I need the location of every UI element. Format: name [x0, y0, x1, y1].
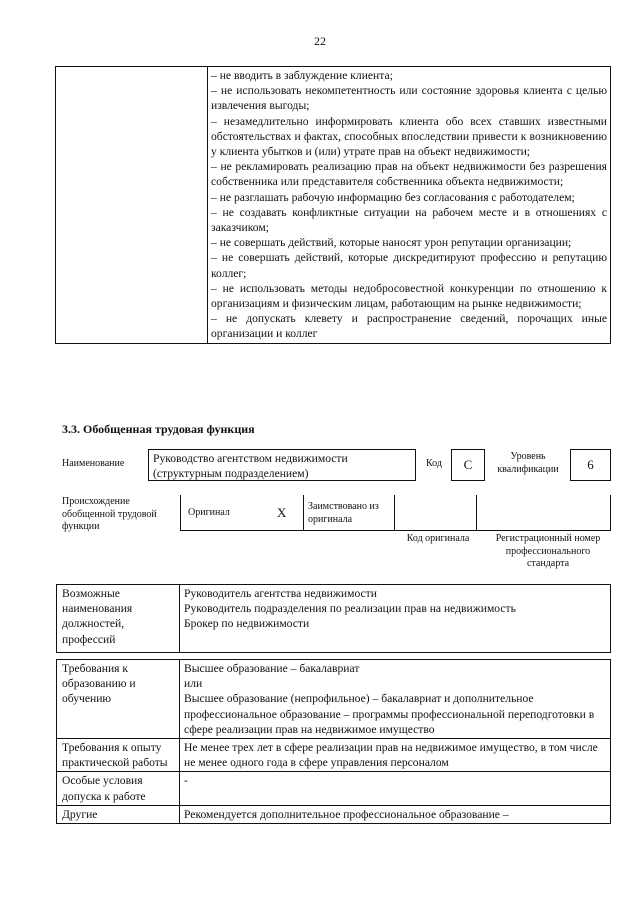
- positions-table: [56, 584, 611, 653]
- requirement-line: Не менее трех лет в сфере реализации прав на недвижимое имущество, в том числе не менее одного года в сфере управления персоналом: [184, 741, 598, 770]
- level-label: Уровень квалификации: [497, 451, 559, 475]
- position-item: Руководитель подразделения по реализации прав на недвижимость: [184, 602, 516, 616]
- position-item: Брокер по недвижимости: [184, 617, 310, 631]
- requirement-line: Высшее образование (непрофильное) – бакалавриат и дополнительное профессиональное образование – программы профессиональной переподготовки в сфере реализации прав на недвижимое имущество: [184, 692, 595, 736]
- function-code-box: C: [451, 449, 485, 481]
- special-conditions-label: Особые условия допуска к работе: [57, 772, 180, 805]
- original-label: Оригинал: [188, 507, 230, 518]
- name-label: Наименование: [62, 458, 125, 469]
- requirement-line: Рекомендуется дополнительное профессиональное образование –: [184, 807, 509, 821]
- duty-item: – незамедлительно информировать клиента обо всех ставших известными обстоятельствах и фактах, способных впоследствии привести к возникновению у клиента убытков и (или) утрате прав на объект недвижимости;: [211, 114, 607, 159]
- other-label: Другие: [57, 805, 180, 823]
- duty-item: – не создавать конфликтные ситуации на рабочем месте и в отношениях с заказчиком;: [211, 205, 607, 235]
- origin-row: [180, 495, 611, 531]
- original-mark: X: [277, 505, 287, 520]
- experience-values: [180, 739, 611, 772]
- code-original-label: Код оригинала: [406, 533, 470, 544]
- experience-label: Требования к опыту практической работы: [57, 739, 180, 772]
- positions-values: [180, 585, 611, 653]
- table-row: [57, 805, 611, 823]
- education-values: [180, 660, 611, 739]
- table-row: [57, 772, 611, 805]
- page-number: 22: [314, 34, 326, 48]
- other-values: [180, 805, 611, 823]
- function-name-box: Руководство агентством недвижимости (структурным подразделением): [148, 449, 416, 481]
- borrowed-label: Заимствовано из оригинала: [308, 501, 379, 525]
- positions-label: Возможные наименования должностей, профессий: [57, 585, 180, 653]
- special-conditions-values: [180, 772, 611, 805]
- duty-item: – не совершать действий, которые дискредитируют профессию и репутацию коллег;: [211, 251, 607, 280]
- professional-duties-table: [55, 66, 611, 344]
- duty-item: – не допускать клевету и распространение сведений, порочащих иные организации и коллег: [211, 312, 607, 341]
- reg-number-label: Регистрационный номер профессионального стандарта: [495, 533, 601, 569]
- education-label: Требования к образованию и обучению: [57, 660, 180, 739]
- code-label: Код: [426, 458, 442, 469]
- requirement-line: Высшее образование – бакалавриат: [184, 662, 360, 675]
- requirement-line: -: [184, 774, 188, 788]
- origin-label: Происхождение обобщенной трудовой функции: [62, 496, 157, 532]
- requirement-line: или: [184, 677, 203, 691]
- requirements-table: [56, 659, 611, 824]
- position-item: Руководитель агентства недвижимости: [184, 587, 377, 600]
- duty-item: – не вводить в заблуждение клиента;: [211, 69, 393, 82]
- duty-item: – не рекламировать реализацию прав на объект недвижимости без разрешения собственника или представителя собственника объекта недвижимости;: [211, 160, 607, 189]
- duty-item: – не разглашать рабочую информацию без согласования с работодателем;: [211, 190, 575, 204]
- duty-item: – не использовать методы недобросовестной конкуренции по отношению к организациям и физическим лицам, работающим на рынке недвижимости;: [211, 281, 607, 311]
- duty-item: – не использовать некомпетентность или состояние здоровья клиента с целью извлечения выгоды;: [211, 84, 607, 113]
- duty-item: – не совершать действий, которые наносят урон репутации организации;: [211, 236, 572, 250]
- qualification-level-box: 6: [570, 449, 611, 481]
- table-row: [57, 739, 611, 772]
- duties-empty-cell: [56, 67, 208, 344]
- duties-cell: [208, 67, 611, 344]
- table-row: [57, 660, 611, 739]
- section-title: 3.3. Обобщенная трудовая функция: [62, 422, 255, 436]
